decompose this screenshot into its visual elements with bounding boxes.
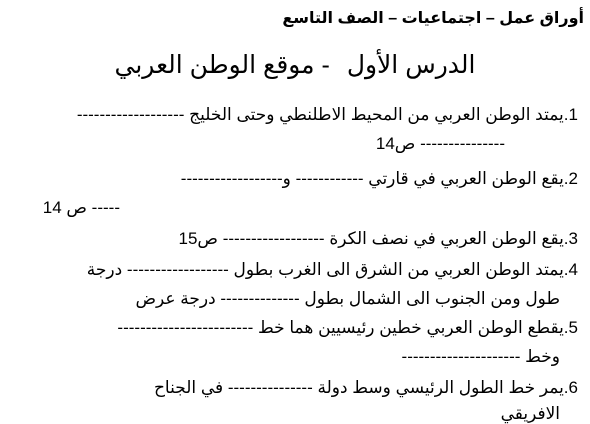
- question-4-line-2: طول ومن الجنوب الى الشمال بطول -------------- درجة عرض: [135, 289, 560, 308]
- question-6-line-1: 6.يمر خط الطول الرئيسي وسط دولة --------------- في الجناح: [153, 378, 578, 397]
- question-5-line-2: وخط ---------------------: [401, 347, 560, 366]
- question-2-line-1: 2.يقع الوطن العربي في قارتي ------------ و------------------: [180, 169, 578, 188]
- question-2-line-2: ----- ص 14: [42, 198, 120, 217]
- lesson-number: الدرس الأول: [346, 51, 476, 79]
- question-5-line-1: 5.يقطع الوطن العربي خطين رئيسيين هما خط ------------------------: [117, 318, 578, 337]
- question-1-line-1: 1.يمتد الوطن العربي من المحيط الاطلنطي وحتى الخليج -------------------: [76, 105, 578, 124]
- question-6-line-2: الافريقي: [500, 404, 560, 423]
- question-4-line-1: 4.يمتد الوطن العربي من الشرق الى الغرب بطول ------------------ درجة: [86, 260, 578, 279]
- question-3: 3.يقع الوطن العربي في نصف الكرة ------------------ ص15: [178, 229, 578, 248]
- worksheet-header: أوراق عمل – اجتماعيات – الصف التاسع: [282, 10, 584, 27]
- lesson-topic: - موقع الوطن العربي: [114, 51, 330, 79]
- lesson-title: [0, 50, 590, 80]
- question-1-line-2: --------------- ص14: [375, 134, 505, 153]
